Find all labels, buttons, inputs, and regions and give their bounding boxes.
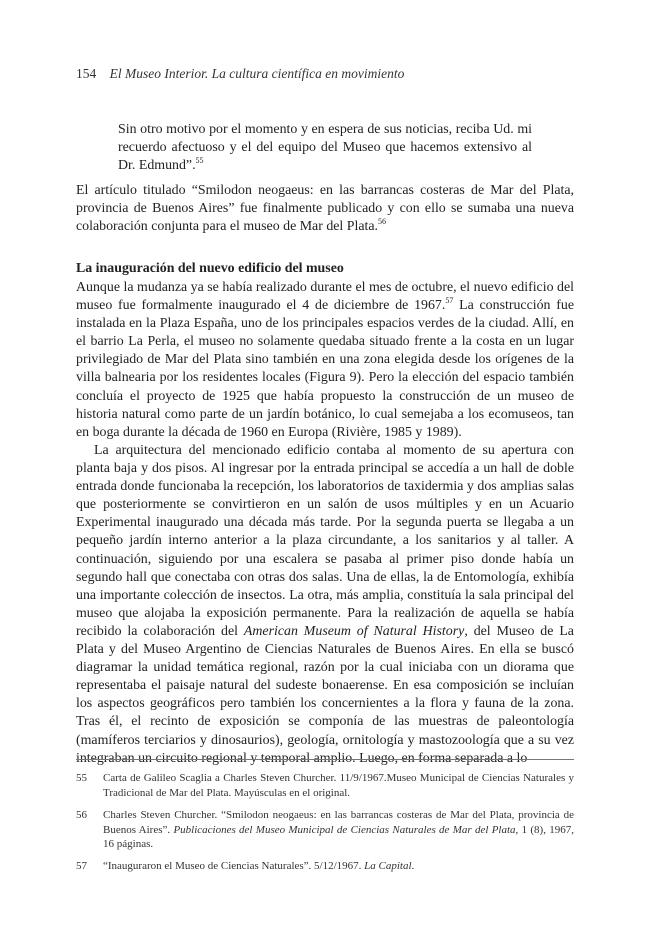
- block-quote: [118, 121, 532, 175]
- page-number: 154: [76, 66, 97, 81]
- footnote-ref-56: 56: [378, 217, 387, 227]
- footnote-text: “Inauguraron el Museo de Ciencias Naturales”. 5/12/1967. La Capital.: [103, 860, 415, 872]
- paragraph-article: [76, 182, 574, 236]
- footnote-divider: [76, 759, 574, 760]
- footnote: [76, 771, 574, 800]
- paragraph-inauguration: [76, 279, 574, 442]
- footnote-text: Carta de Galileo Scaglia a Charles Steven Churcher. 11/9/1967.Museo Municipal de Ciencias Naturales y Tradicional de Mar del Plata. Mayúsculas en el original.: [103, 772, 574, 799]
- block-quote-text: Sin otro motivo por el momento y en espera de sus noticias, reciba Ud. mi recuerdo afectuoso y el del equipo del Museo que hacemos extensivo al Dr. Edmund”.: [118, 122, 532, 174]
- paragraph-article-text: El artículo titulado “Smilodon neogaeus: en las barrancas costeras de Mar del Plata, provincia de Buenos Aires” fue finalmente publicado y con ello se sumaba una nueva colaboración conjunta para el museo de Mar del Plata.: [76, 183, 574, 235]
- footnote-number: 55: [76, 772, 87, 784]
- paragraph-inauguration-text-a: Aunque la mudanza ya se había realizado durante el mes de octubre, el nuevo edificio del museo fue formalmente inaugurado el 4 de diciembre de 1967.: [76, 280, 574, 314]
- paragraph-architecture: [76, 442, 574, 768]
- paragraph-architecture-text-a: La arquitectura del mencionado edificio contaba al momento de su apertura con planta baja y dos pisos. Al ingresar por la entrada principal se accedía a un hall de doble entrada donde funcionaba la recepción, los laboratorios de taxidermia y dos amplias salas que posteriormente se convirtieron en un salón de usos múltiples y en un Acuario Experimental inaugurado una década más tarde. Por la segunda puerta se llegaba a un pequeño jardín interno anterior a la plaza circundante, a los sanitarios y al taller. A continuación, siguiendo por una escalera se pasaba al primer piso donde había un segundo hall que conectaba con otras dos salas. Una de ellas, la de Entomología, exhibía una importante colección de insectos. La otra, más amplia, constituía la sala principal del museo que alojaba la exposición permanente. Para la realización de aquella se había recibido la colaboración del: [76, 443, 574, 639]
- paragraph-architecture-text-b: , del Museo de La Plata y del Museo Argentino de Ciencias Naturales de Buenos Aires. En ella se buscó diagramar la unidad temática regional, razón por la cual iniciaba con un diorama que representaba el paisaje natural del sudeste bonaerense. En esa composición se incluían los aspectos geográficos pero también los concernientes a la flora y fauna de la zona. Tras él, el recinto de exposición se componía de las muestras de paleontología (mamíferos terciarios y dinosaurios), geología, ornitología y mastozoología que a su vez integraban un circuito regional y temporal amplio. Luego, en forma separada a lo: [76, 623, 574, 766]
- running-title: El Museo Interior. La cultura científica en movimiento: [109, 66, 405, 81]
- paragraph-architecture-italic: American Museum of Natural History: [243, 623, 465, 639]
- footnote-ref-57: 57: [445, 296, 454, 306]
- footnote-text: Charles Steven Churcher. “Smilodon neogaeus: en las barrancas costeras de Mar del Plata, provincia de Buenos Aires”. Publicaciones del Museo Municipal de Ciencias Naturales de Mar del Plata, 1 (8), 1967, 16 páginas.: [103, 809, 574, 850]
- section-heading: La inauguración del nuevo edificio del museo: [76, 261, 344, 276]
- running-header: [76, 66, 404, 82]
- paragraph-inauguration-text-b: La construcción fue instalada en la Plaza España, uno de los principales espacios verdes de la ciudad. Allí, en el barrio La Perla, el museo no solamente quedaba situado frente a la costa en un lugar privilegiado de Mar del Plata sino también en una zona elegida desde los orígenes de la villa balnearia por los residentes locales (Figura 9). Pero la elección del espacio también concluía el proyecto de 1925 que había propuesto la construcción de un museo de historia natural como parte de un jardín botánico, lo cual semejaba a los ecomuseos, tan en boga durante la década de 1960 en Europa (Rivière, 1985 y 1989).: [76, 298, 574, 440]
- footnote-number: 57: [76, 860, 87, 872]
- footnote: [76, 859, 574, 874]
- footnote: [76, 808, 574, 852]
- footnote-ref-55: 55: [195, 156, 204, 166]
- footnote-number: 56: [76, 809, 87, 821]
